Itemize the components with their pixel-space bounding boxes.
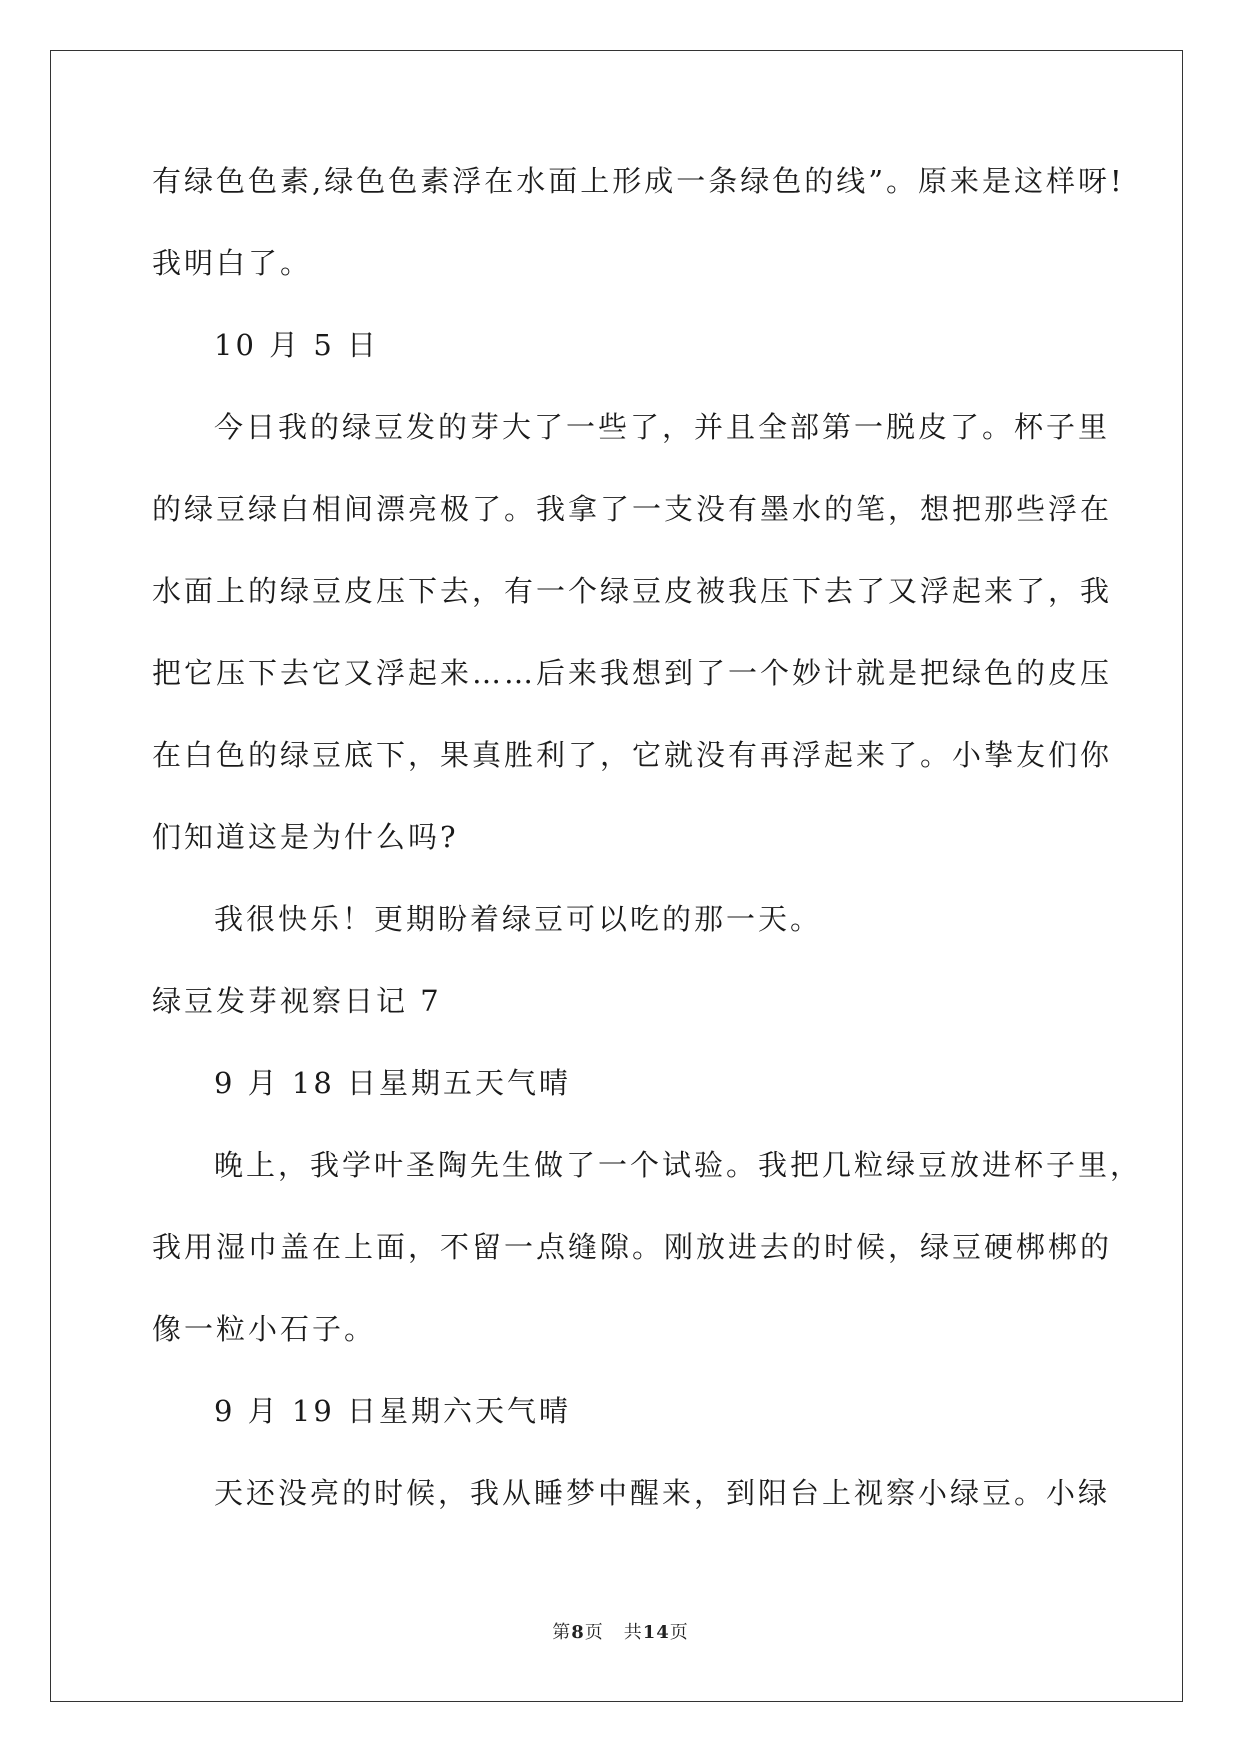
- date-heading: 10 月 5 日: [214, 328, 380, 362]
- total-suffix: 页: [669, 1622, 689, 1643]
- date-heading: 9 月 19 日星期六天气晴: [214, 1394, 572, 1428]
- section-title: 绿豆发芽视察日记 7: [152, 984, 442, 1018]
- date-heading: 9 月 18 日星期五天气晴: [214, 1066, 572, 1100]
- text-line: 我用湿巾盖在上面，不留一点缝隙。刚放进去的时候，绿豆硬梆梆的: [152, 1230, 1113, 1264]
- text-line: 像一粒小石子。: [152, 1312, 377, 1346]
- page-footer: [0, 1618, 1241, 1644]
- text-line: 我明白了。: [152, 246, 313, 280]
- text-line: 水面上的绿豆皮压下去，有一个绿豆皮被我压下去了又浮起来了，我: [152, 574, 1113, 608]
- text-line: 有绿色色素,绿色色素浮在水面上形成一条绿色的线”。原来是这样呀!: [152, 164, 1125, 198]
- text-line: 在白色的绿豆底下，果真胜利了，它就没有再浮起来了。小挚友们你: [152, 738, 1113, 772]
- paragraph-start: 天还没亮的时候，我从睡梦中醒来，到阳台上视察小绿豆。小绿: [214, 1476, 1111, 1510]
- paragraph-start: 晚上，我学叶圣陶先生做了一个试验。我把几粒绿豆放进杯子里，: [214, 1148, 1143, 1182]
- total-prefix: 共: [623, 1622, 643, 1643]
- page-suffix: 页: [584, 1622, 604, 1643]
- paragraph-start: 我很快乐！更期盼着绿豆可以吃的那一天。: [214, 902, 823, 936]
- paragraph-start: 今日我的绿豆发的芽大了一些了，并且全部第一脱皮了。杯子里: [214, 410, 1111, 444]
- total-pages: 14: [642, 1622, 670, 1643]
- text-line: 们知道这是为什么吗?: [152, 820, 459, 854]
- text-line: 把它压下去它又浮起来……后来我想到了一个妙计就是把绿色的皮压: [152, 656, 1113, 690]
- text-line: 的绿豆绿白相间漂亮极了。我拿了一支没有墨水的笔，想把那些浮在: [152, 492, 1113, 526]
- page-number: 8: [571, 1622, 585, 1643]
- page-prefix: 第: [552, 1622, 572, 1643]
- document-body: [152, 158, 1143, 1552]
